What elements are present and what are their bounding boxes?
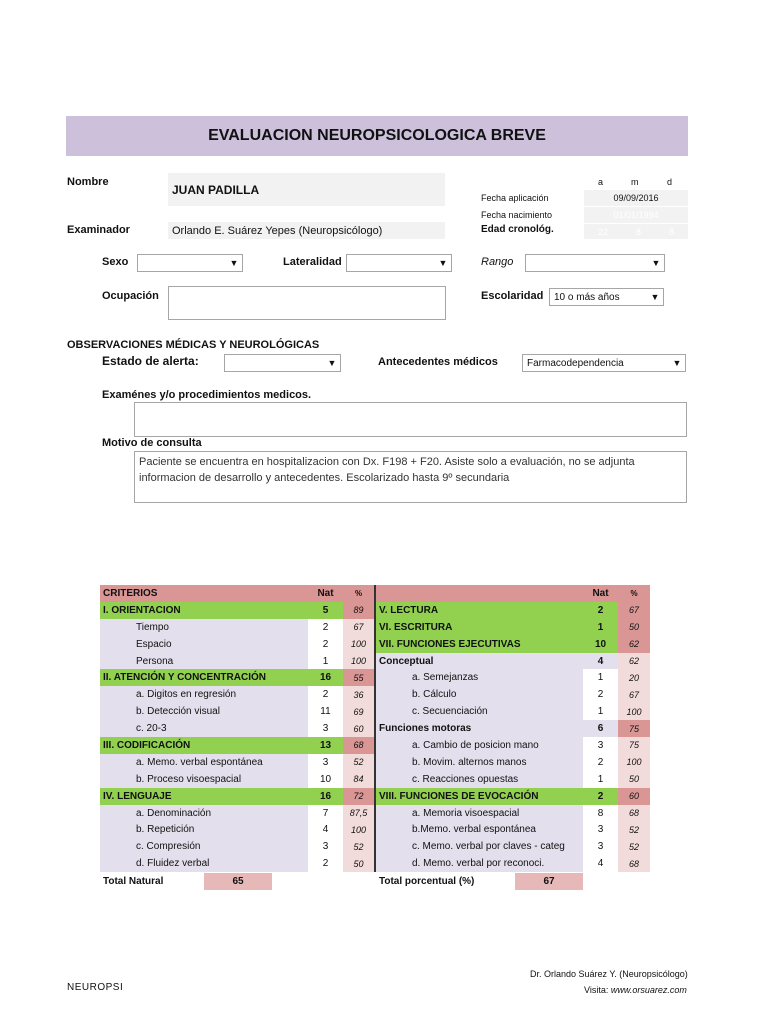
nat-value: 3 [583,737,618,754]
col-d-header: d [667,177,673,187]
table-row [100,636,650,653]
nat-value: 7 [308,805,343,822]
pct-value: 50 [618,771,650,788]
pct-value: 52 [618,821,650,838]
pct-value: 100 [343,653,375,670]
criterio-label: II. ATENCIÓN Y CONCENTRACIÓN [100,669,308,686]
chevron-down-icon[interactable]: ▼ [438,258,448,268]
nat-value: 6 [583,720,618,737]
sexo-label: Sexo [102,256,129,268]
chevron-down-icon[interactable]: ▼ [672,358,682,368]
lateralidad-label: Lateralidad [283,256,342,268]
criterio-label: a. Semejanzas [375,669,583,686]
total-porcentual-label: Total porcentual (%) [379,876,475,887]
alerta-label: Estado de alerta: [102,354,199,368]
table-row [100,686,650,703]
fecha-nacimiento-field[interactable]: 01/01/1994 [584,207,688,223]
total-porcentual-value: 67 [515,873,583,890]
table-row [100,737,650,754]
table-row [100,805,650,822]
table-row [100,619,650,636]
nat-value: 2 [308,619,343,636]
right-header [375,585,583,602]
criterio-label: c. Compresión [100,838,308,855]
criterio-label: VI. ESCRITURA [375,619,583,636]
fecha-nacimiento-label: Fecha nacimiento [481,210,553,220]
motivo-field[interactable]: Paciente se encuentra en hospitalizacion con Dx. F198 + F20. Asiste solo a evaluación, no se adjunta informacion de desarrollo y antecedentes. Escolarizado hasta 9º secundaria [134,451,687,503]
criterio-label: Tiempo [100,619,308,636]
criterios-table [100,585,650,872]
pct-value: 68 [343,737,375,754]
criterio-label: Persona [100,653,308,670]
criterio-label: Espacio [100,636,308,653]
criterio-label: a. Denominación [100,805,308,822]
table-row [100,788,650,805]
nat-value: 13 [308,737,343,754]
nat-value: 16 [308,669,343,686]
nat-value: 4 [583,855,618,872]
nat-value: 16 [308,788,343,805]
nombre-label: Nombre [67,176,109,188]
pct-value: 20 [618,669,650,686]
examenes-label: Examénes y/o procedimientos medicos. [102,389,312,401]
nat-value: 2 [308,636,343,653]
nat-value: 10 [583,636,618,653]
nat-value: 2 [308,855,343,872]
pct-value: 50 [618,619,650,636]
nat-value: 3 [308,754,343,771]
criterio-label: b. Detección visual [100,703,308,720]
table-row [100,821,650,838]
pct-value: 72 [343,788,375,805]
pct-value: 100 [618,754,650,771]
criterio-label: c. Reacciones opuestas [375,771,583,788]
escolaridad-select[interactable] [549,288,664,306]
nat-value: 2 [583,788,618,805]
pct-value: 60 [343,720,375,737]
criterio-label: d. Memo. verbal por reconoci. [375,855,583,872]
criterio-label: b.Memo. verbal espontánea [375,821,583,838]
nat-header: Nat [308,585,343,602]
edad-m: 8 [635,226,641,237]
pct-value: 52 [343,754,375,771]
nat-value: 8 [583,805,618,822]
escolaridad-label: Escolaridad [481,290,544,302]
pct-value: 68 [618,855,650,872]
pct-value: 89 [343,602,375,619]
pct-value: 75 [618,737,650,754]
chevron-down-icon[interactable]: ▼ [229,258,239,268]
criterio-label: Funciones motoras [375,720,583,737]
criterio-label: IV. LENGUAJE [100,788,308,805]
escolaridad-value: 10 o más años [554,291,620,303]
criterio-label: b. Repetición [100,821,308,838]
footer-author: Dr. Orlando Suárez Y. (Neuropsicólogo) [530,969,688,979]
table-row [100,669,650,686]
pct-value: 84 [343,771,375,788]
pct-value: 60 [618,788,650,805]
pct-value: 36 [343,686,375,703]
edad-label: Edad cronológ. [481,224,554,235]
pct-value: 50 [343,855,375,872]
nat-value: 2 [583,602,618,619]
edad-a: 22 [597,226,608,237]
pct-header: % [343,585,375,602]
pct-value: 67 [618,602,650,619]
nombre-field[interactable]: JUAN PADILLA [168,173,445,206]
pct-value: 62 [618,653,650,670]
criterio-label: VIII. FUNCIONES DE EVOCACIÓN [375,788,583,805]
footer-brand: NEUROPSI [67,982,124,993]
criterio-label: a. Digitos en regresión [100,686,308,703]
fecha-aplicacion-field[interactable]: 09/09/2016 [584,190,688,206]
criterio-label: a. Memoria visoespacial [375,805,583,822]
rango-select[interactable] [525,254,665,272]
rango-label: Rango [481,256,514,268]
footer-url[interactable]: www.orsuarez.com [610,985,687,995]
nat-value: 2 [308,686,343,703]
table-row [100,838,650,855]
pct-value: 55 [343,669,375,686]
examinador-label: Examinador [67,224,130,236]
col-a-header: a [598,177,604,187]
nat-value: 4 [308,821,343,838]
pct-value: 52 [618,838,650,855]
total-natural-label: Total Natural [103,876,164,887]
pct-value: 68 [618,805,650,822]
criterio-label: c. Secuenciación [375,703,583,720]
criterio-label: V. LECTURA [375,602,583,619]
pct-value: 100 [618,703,650,720]
edad-values [584,224,688,239]
lateralidad-select[interactable] [346,254,452,272]
table-row [100,754,650,771]
table-row [100,720,650,737]
criterio-label: VII. FUNCIONES EJECUTIVAS [375,636,583,653]
pct-value: 52 [343,838,375,855]
motivo-label: Motivo de consulta [102,437,202,449]
examinador-field[interactable]: Orlando E. Suárez Yepes (Neuropsicólogo) [168,222,445,239]
pct-header: % [618,585,650,602]
footer-visita [584,985,687,995]
chevron-down-icon[interactable]: ▼ [651,258,661,268]
pct-value: 100 [343,821,375,838]
table-row [100,653,650,670]
ocupacion-field[interactable] [168,286,446,320]
nat-value: 10 [308,771,343,788]
nat-value: 2 [583,754,618,771]
criterio-label: d. Fluidez verbal [100,855,308,872]
nat-value: 3 [583,838,618,855]
nat-value: 11 [308,703,343,720]
pct-value: 75 [618,720,650,737]
table-row [100,855,650,872]
nat-value: 1 [583,771,618,788]
criterio-label: Conceptual [375,653,583,670]
nat-value: 4 [583,653,618,670]
nat-value: 3 [583,821,618,838]
antecedentes-label: Antecedentes médicos [378,356,498,368]
criterio-label: c. Memo. verbal por claves - categ [375,838,583,855]
nat-header: Nat [583,585,618,602]
pct-value: 67 [343,619,375,636]
criterio-label: a. Cambio de posicion mano [375,737,583,754]
criterio-label: I. ORIENTACION [100,602,308,619]
antecedentes-select[interactable] [522,354,686,372]
criterio-label: a. Memo. verbal espontánea [100,754,308,771]
table-row [100,602,650,619]
nat-value: 2 [583,686,618,703]
nat-value: 1 [583,669,618,686]
total-natural-value: 65 [204,873,272,890]
antecedentes-value: Farmacodependencia [527,357,624,369]
criterios-header: CRITERIOS [100,585,308,602]
pct-value: 62 [618,636,650,653]
criterio-label: III. CODIFICACIÓN [100,737,308,754]
edad-d: 8 [668,226,674,237]
pct-value: 69 [343,703,375,720]
nat-value: 1 [583,619,618,636]
footer-visita-label: Visita: [584,985,609,995]
criterio-label: b. Proceso visoespacial [100,771,308,788]
table-row [100,703,650,720]
nat-value: 3 [308,720,343,737]
fecha-aplicacion-label: Fecha aplicación [481,193,549,203]
pct-value: 87,5 [343,805,375,822]
nat-value: 3 [308,838,343,855]
chevron-down-icon[interactable]: ▼ [650,292,660,302]
observaciones-heading: OBSERVACIONES MÉDICAS Y NEUROLÓGICAS [67,339,320,351]
pct-value: 67 [618,686,650,703]
col-m-header: m [631,177,639,187]
chevron-down-icon[interactable]: ▼ [327,358,337,368]
criterio-label: c. 20-3 [100,720,308,737]
table-row [100,771,650,788]
alerta-select[interactable] [224,354,341,372]
page-title: EVALUACION NEUROPSICOLOGICA BREVE [66,116,688,156]
sexo-select[interactable] [137,254,243,272]
ocupacion-label: Ocupación [102,290,159,302]
criterio-label: b. Movim. alternos manos [375,754,583,771]
pct-value: 100 [343,636,375,653]
nat-value: 5 [308,602,343,619]
table-header-row [100,585,650,602]
nat-value: 1 [583,703,618,720]
examenes-field[interactable] [134,402,687,437]
criterio-label: b. Cálculo [375,686,583,703]
nat-value: 1 [308,653,343,670]
